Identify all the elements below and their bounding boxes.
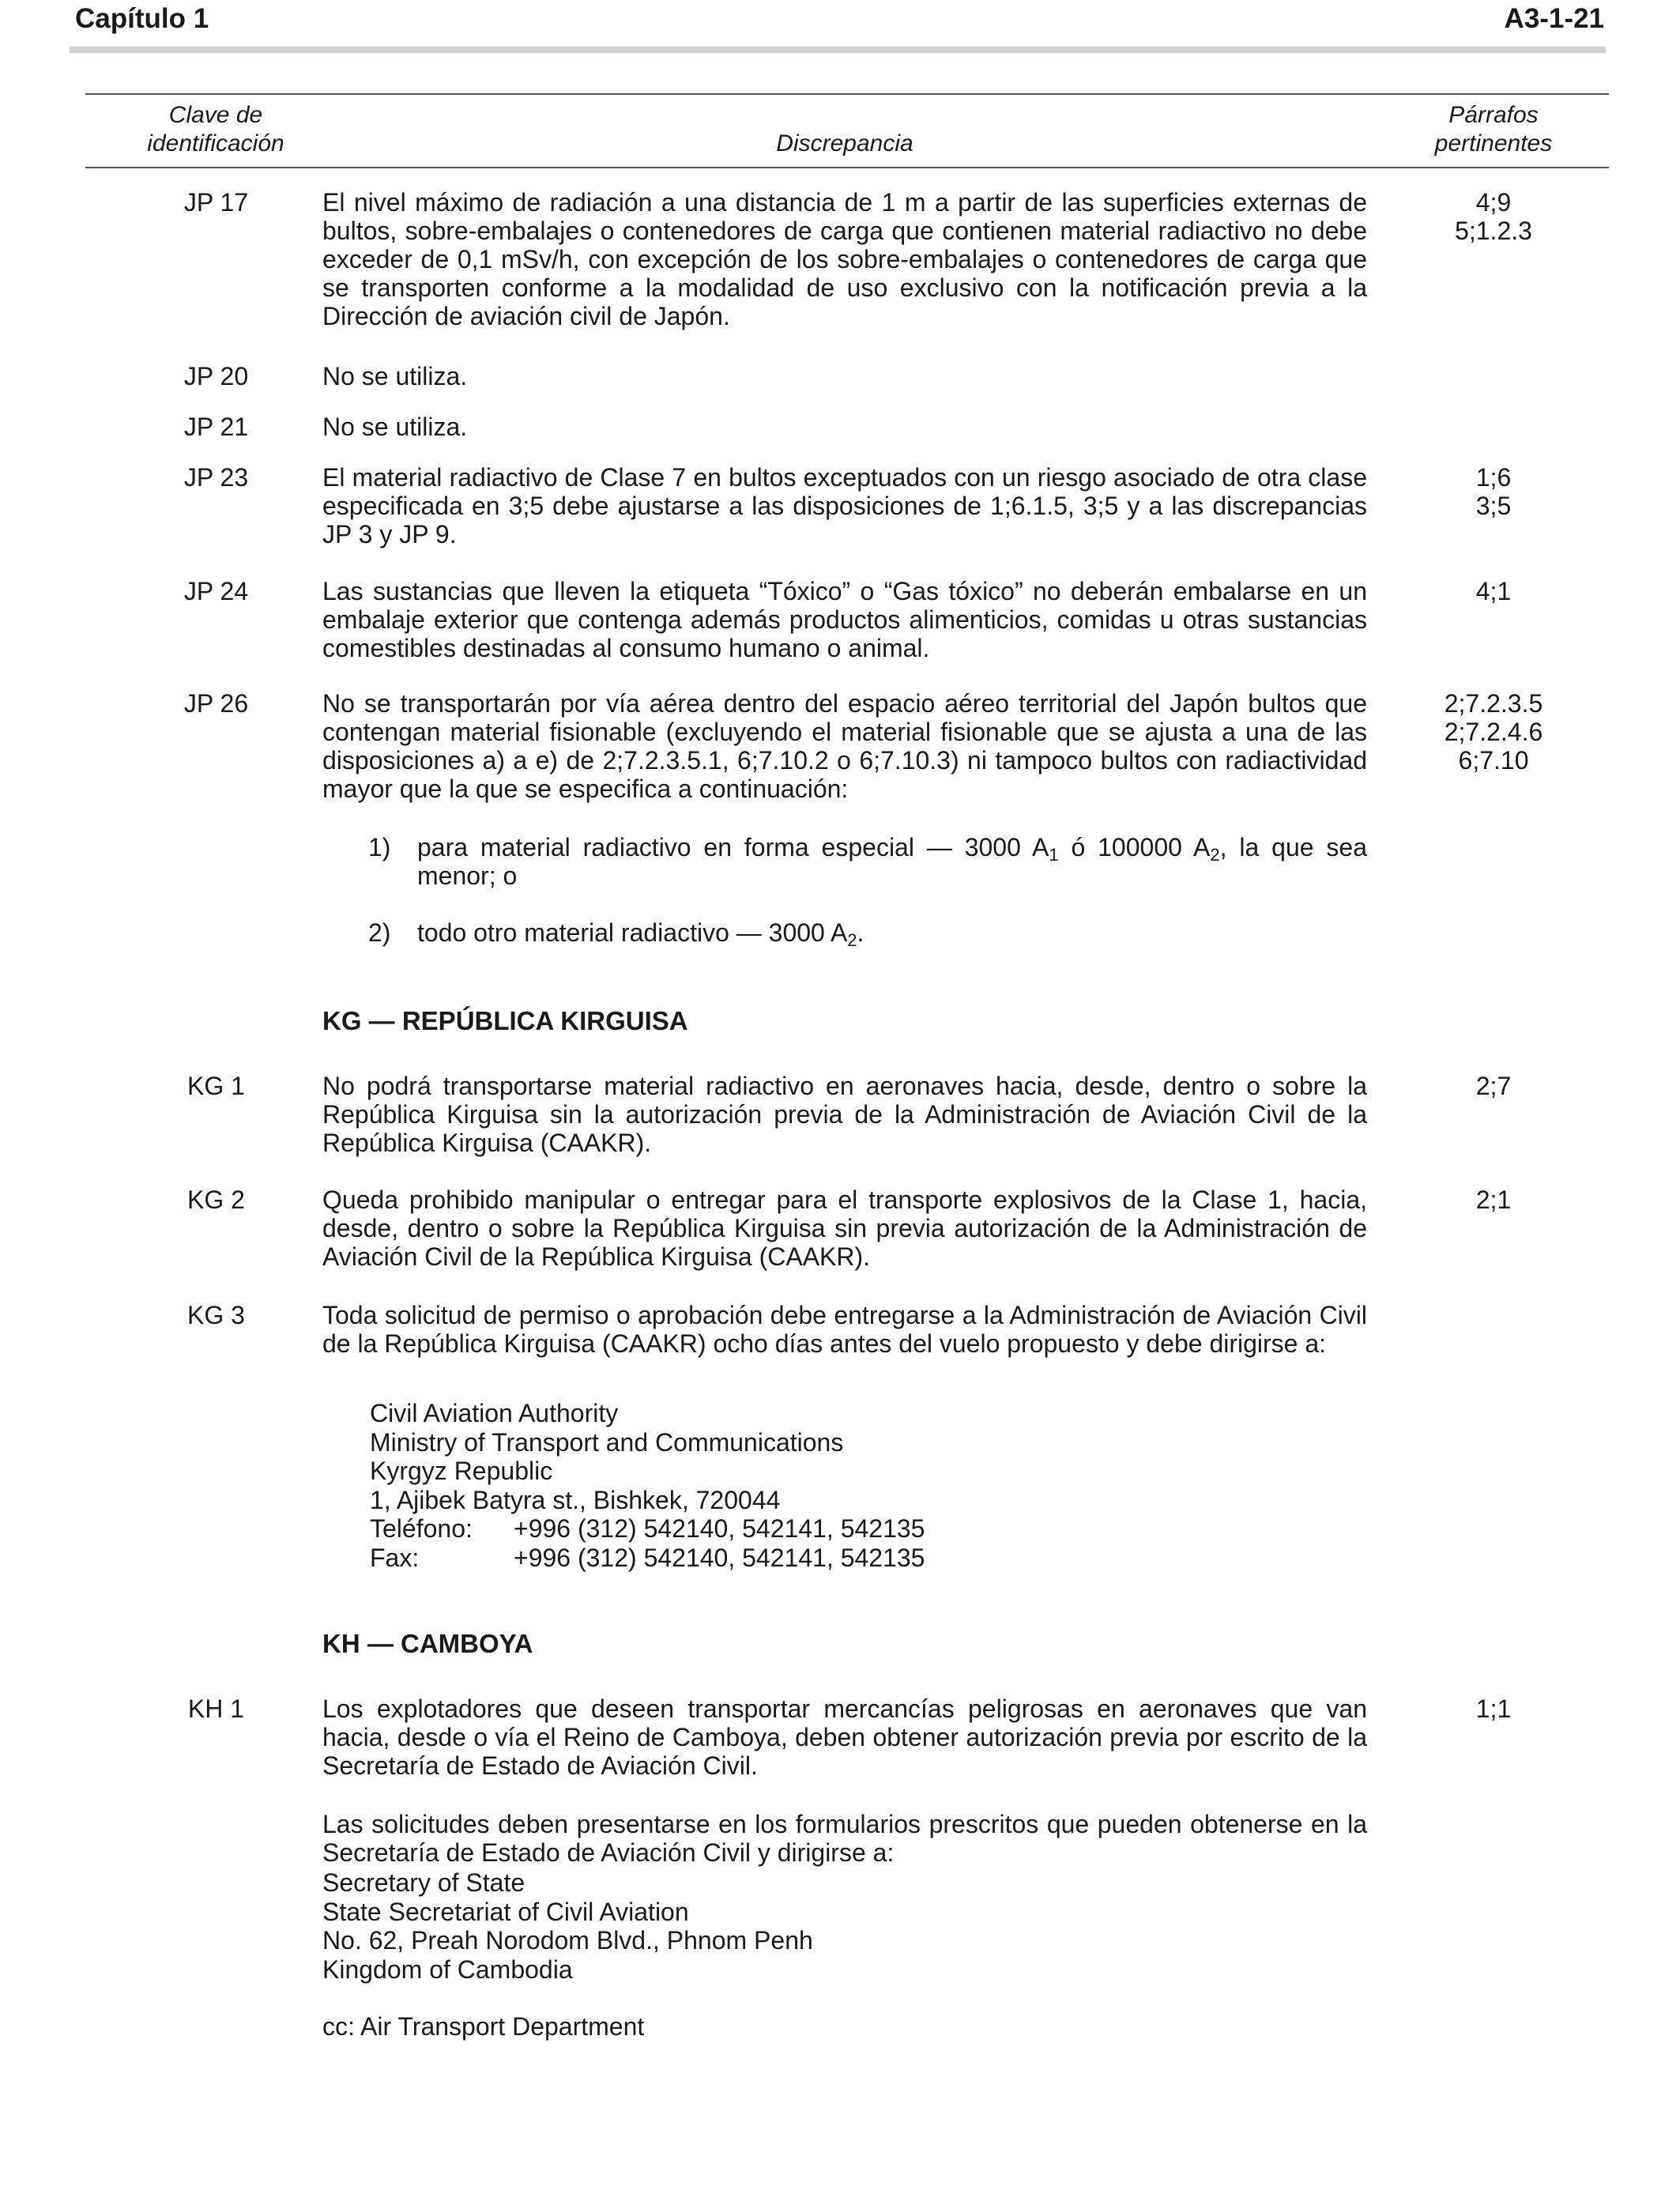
row-key: JP 20 [183, 362, 249, 390]
row-paragraphs [1391, 689, 1596, 775]
list-text: todo otro material radiactivo — 3000 $A_2$. [417, 918, 864, 950]
section-title-kg: KG — REPÚBLICA KIRGUISA [322, 1006, 688, 1035]
row-discrepancy: No se utiliza. [322, 413, 468, 441]
address-line: Kingdom of Cambodia [322, 1955, 573, 1984]
paragraph-ref: 2;7 [1475, 1072, 1512, 1100]
row-discrepancy: Las solicitudes deben presentarse en los formularios prescritos que pueden obtenerse en la Secretaría de Estado de Aviación Civil y dirigirse a: [322, 1810, 1367, 1867]
paragraph-ref: 2;7.2.4.6 [1444, 718, 1543, 746]
column-header-key: Clave de identificación [147, 102, 284, 156]
address-line: Kyrgyz Republic [370, 1457, 553, 1485]
row-key: JP 23 [183, 463, 249, 492]
row-paragraphs [1391, 188, 1596, 245]
row-paragraphs [1391, 1072, 1596, 1100]
list-item [368, 833, 1367, 890]
row-key: JP 17 [183, 188, 249, 217]
table-top-rule [85, 93, 1609, 95]
phone-label: Teléfono: [370, 1514, 473, 1543]
row-discrepancy: El material radiactivo de Clase 7 en bultos exceptuados con un riesgo asociado de otra clase especificada en 3;5 debe ajustarse a las disposiciones de 1;6.1.5, 3;5 y a las discrepancias JP 3 y JP 9. [322, 463, 1367, 548]
address-line: Secretary of State [322, 1868, 525, 1897]
paragraph-ref: 2;1 [1475, 1186, 1512, 1214]
row-discrepancy: No podrá transportarse material radiactivo en aeronaves hacia, desde, dentro o sobre la República Kirguisa sin la autorización previa de la Administración de Aviación Civil de la República Kirguisa (CAAKR). [322, 1072, 1367, 1157]
list-number: 2) [368, 918, 391, 947]
row-discrepancy: No se utiliza. [322, 362, 468, 390]
chapter-title: Capítulo 1 [75, 3, 209, 34]
fax-label: Fax: [370, 1543, 420, 1572]
address-line: Civil Aviation Authority [370, 1399, 619, 1427]
row-paragraphs [1391, 577, 1596, 605]
paragraph-ref: 1;1 [1475, 1695, 1512, 1723]
fax-value: +996 (312) 542140, 542141, 542135 [514, 1543, 925, 1572]
address-block [322, 1868, 813, 1984]
row-key: KG 2 [187, 1186, 245, 1214]
row-key: KG 1 [187, 1072, 245, 1100]
fax-line [370, 1544, 925, 1573]
header-rule [70, 47, 1606, 53]
row-key: JP 24 [183, 577, 249, 605]
row-discrepancy: No se transportarán por vía aérea dentro del espacio aéreo territorial del Japón bultos que contengan material fisionable (excluyendo el material fisionable que se ajusta a una de las disposiciones a) a e) de 2;7.2.3.5.1, 6;7.10.2 o 6;7.10.3) ni tampoco bultos con radiactividad mayor que la que se especifica a continuación: [322, 689, 1367, 803]
column-header-discrepancy: Discrepancia [776, 130, 913, 156]
paragraph-ref: 2;7.2.3.5 [1444, 689, 1543, 718]
paragraph-ref: 4;9 [1475, 188, 1512, 217]
row-key: JP 21 [183, 413, 249, 441]
table-header-rule [85, 167, 1609, 168]
paragraph-ref: 6;7.10 [1458, 746, 1529, 775]
phone-value: +996 (312) 542140, 542141, 542135 [514, 1514, 925, 1543]
column-header-paragraphs: Párrafos pertinentes [1434, 102, 1553, 156]
address-block [370, 1399, 925, 1572]
row-paragraphs [1391, 1695, 1596, 1723]
paragraph-ref: 5;1.2.3 [1455, 217, 1532, 245]
phone-line [370, 1514, 925, 1544]
paragraph-ref: 1;6 [1475, 463, 1512, 492]
address-line: State Secretariat of Civil Aviation [322, 1897, 689, 1926]
list-number: 1) [368, 833, 391, 861]
list-item [368, 918, 1367, 950]
row-paragraphs [1391, 1186, 1596, 1214]
row-discrepancy: Los explotadores que deseen transportar mercancías peligrosas en aeronaves que van hacia, desde o vía el Reino de Camboya, deben obtener autorización previa por escrito de la Secretaría de Estado de Aviación Civil. [322, 1695, 1367, 1780]
row-discrepancy: Toda solicitud de permiso o aprobación debe entregarse a la Administración de Aviación Civil de la República Kirguisa (CAAKR) ocho días antes del vuelo propuesto y debe dirigirse a: [322, 1301, 1367, 1358]
row-paragraphs [1391, 463, 1596, 520]
row-key: KH 1 [187, 1695, 245, 1723]
row-discrepancy: Las sustancias que lleven la etiqueta “Tóxico” o “Gas tóxico” no deberán embalarse en un embalaje exterior que contenga además productos alimenticios, comidas u otras sustancias comestibles destinadas al consumo humano o animal. [322, 577, 1367, 662]
row-key: JP 26 [183, 689, 249, 718]
cc-line: cc: Air Transport Department [322, 2012, 645, 2041]
address-line: Ministry of Transport and Communications [370, 1427, 844, 1457]
paragraph-ref: 4;1 [1475, 577, 1512, 605]
section-title-kh: KH — CAMBOYA [322, 1629, 533, 1658]
page-number: A3-1-21 [1504, 3, 1604, 34]
row-discrepancy: El nivel máximo de radiación a una distancia de 1 m a partir de las superficies externas de bultos, sobre-embalajes o contenedores de carga que contienen material radiactivo no debe exceder de 0,1 mSv/h, con excepción de los sobre-embalajes o contenedores de carga que se transporten conforme a la modalidad de uso exclusivo con la notificación previa a la Dirección de aviación civil de Japón. [322, 188, 1367, 330]
row-key: KG 3 [187, 1301, 245, 1329]
address-line: 1, Ajibek Batyra st., Bishkek, 720044 [370, 1485, 781, 1514]
list-text: para material radiactivo en forma especial — 3000 $A_1$ ó 100000 $A_2$, la que sea menor; o [417, 833, 1368, 890]
row-discrepancy: Queda prohibido manipular o entregar para el transporte explosivos de la Clase 1, hacia, desde, dentro o sobre la República Kirguisa sin previa autorización de la Administración de Aviación Civil de la República Kirguisa (CAAKR). [322, 1186, 1367, 1271]
address-line: No. 62, Preah Norodom Blvd., Phnom Penh [322, 1926, 813, 1955]
paragraph-ref: 3;5 [1475, 492, 1512, 520]
